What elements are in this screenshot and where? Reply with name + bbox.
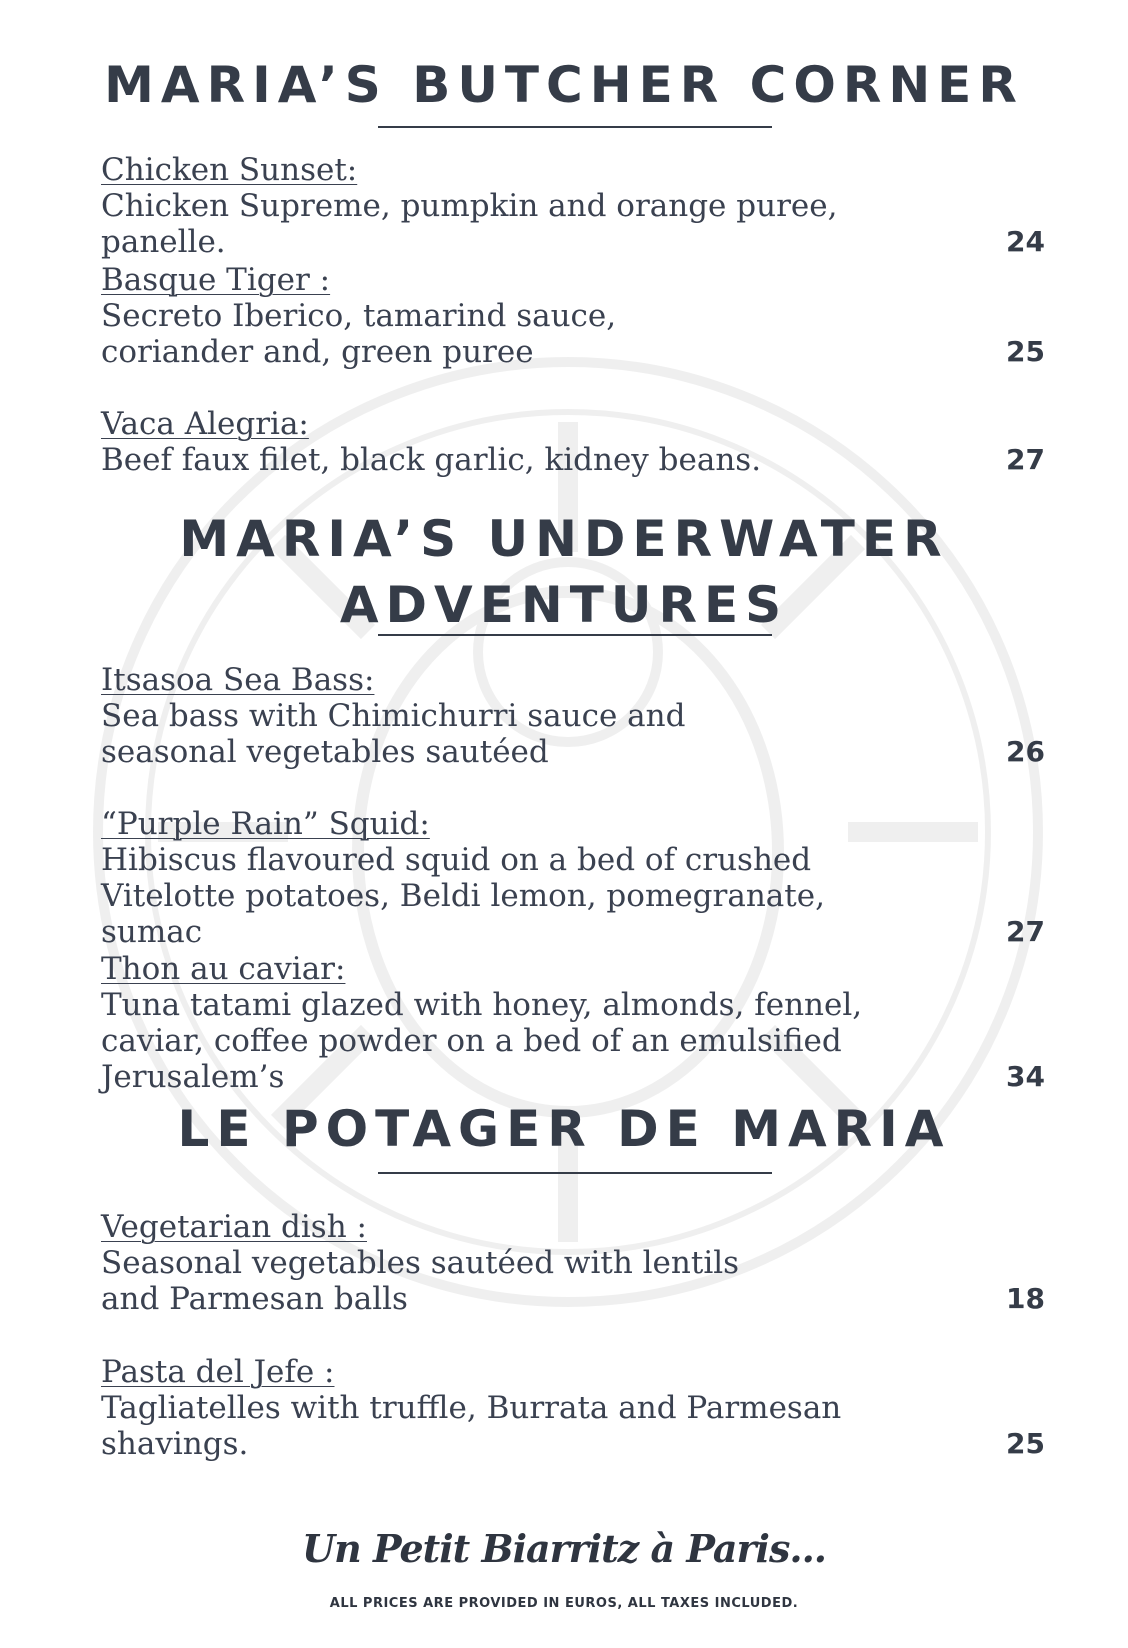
item-description: Beef faux filet, black garlic, kidney beans. <box>101 442 762 478</box>
item-name: Chicken Sunset: <box>101 152 358 188</box>
item-name: Basque Tiger : <box>101 262 331 298</box>
section-title-underwater-adventures <box>0 506 1128 638</box>
item-description: Sea bass with Chimichurri sauce and seasonal vegetables sautéed <box>101 698 686 770</box>
item-price: 27 <box>1006 915 1045 948</box>
menu-item-thon-au-caviar <box>101 951 1045 1095</box>
item-name: “Purple Rain” Squid: <box>101 806 430 842</box>
item-description: Hibiscus flavoured squid on a bed of crushed Vitelotte potatoes, Beldi lemon, pomegranate, sumac <box>101 842 825 950</box>
item-name: Vaca Alegria: <box>101 406 309 442</box>
item-description: Tuna tatami glazed with honey, almonds, fennel, caviar, coffee powder on a bed of an emulsified Jerusalem’s <box>101 987 863 1095</box>
item-description: Seasonal vegetables sautéed with lentils and Parmesan balls <box>101 1245 740 1317</box>
item-price: 34 <box>1006 1060 1045 1093</box>
menu-item-itsasoa-sea-bass <box>101 662 1045 770</box>
item-description: Secreto Iberico, tamarind sauce, coriander and, green puree <box>101 298 617 370</box>
item-name: Vegetarian dish : <box>101 1209 367 1245</box>
item-description: Chicken Supreme, pumpkin and orange puree, panelle. <box>101 188 838 260</box>
pricing-footnote: ALL PRICES ARE PROVIDED IN EUROS, ALL TAXES INCLUDED. <box>329 1596 799 1611</box>
menu-item-chicken-sunset <box>101 152 1045 260</box>
item-name: Thon au caviar: <box>101 951 346 987</box>
item-price: 25 <box>1006 1427 1045 1460</box>
menu-item-vaca-alegria <box>101 406 1045 478</box>
section-divider <box>378 1172 772 1174</box>
item-price: 18 <box>1006 1282 1045 1315</box>
item-price: 25 <box>1006 335 1045 368</box>
item-price: 27 <box>1006 443 1045 476</box>
menu-item-pasta-del-jefe <box>101 1354 1045 1462</box>
section-title-le-potager: LE POTAGER DE MARIA <box>177 1100 951 1158</box>
menu-item-basque-tiger <box>101 262 1045 370</box>
menu-item-purple-rain-squid <box>101 806 1045 950</box>
section-title-line: MARIA’S UNDERWATER <box>179 510 949 568</box>
item-description: Tagliatelles with truffle, Burrata and Parmesan shavings. <box>101 1390 842 1462</box>
section-title-line: ADVENTURES <box>339 576 789 634</box>
item-name: Pasta del Jefe : <box>101 1354 335 1390</box>
signature-tagline: Un Petit Biarritz à Paris... <box>301 1526 827 1571</box>
section-divider <box>378 634 772 636</box>
item-price: 26 <box>1006 735 1045 768</box>
menu-item-vegetarian-dish <box>101 1209 1045 1317</box>
section-divider <box>378 126 772 128</box>
section-title-butcher-corner: MARIA’S BUTCHER CORNER <box>104 56 1024 114</box>
item-name: Itsasoa Sea Bass: <box>101 662 375 698</box>
item-price: 24 <box>1006 225 1045 258</box>
